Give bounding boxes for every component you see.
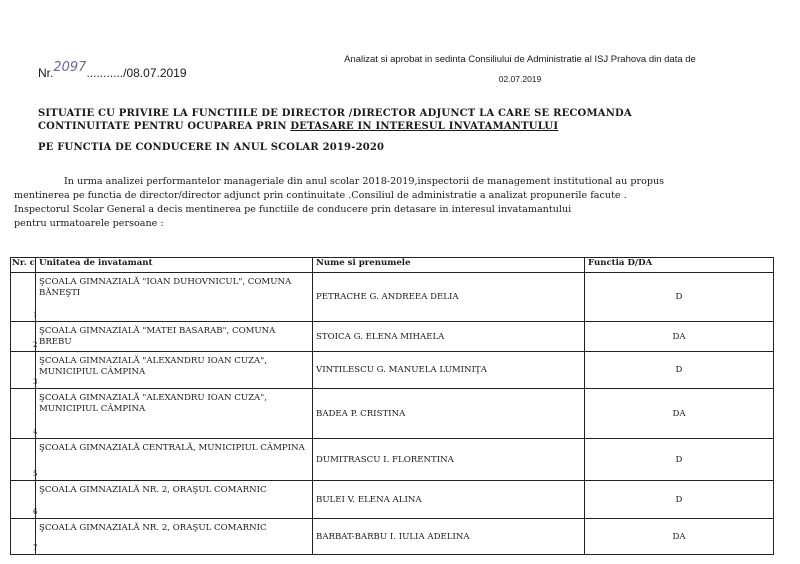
school-cell: ŞCOALA GIMNAZIALĂ NR. 2, ORAŞUL COMARNIC — [36, 519, 313, 555]
school-cell: ŞCOALA GIMNAZIALĂ "ALEXANDRU IOAN CUZA", MUNICIPIUL CÂMPINA — [36, 352, 313, 389]
table-row — [11, 322, 774, 352]
row-number: 5 — [33, 470, 38, 478]
table-row — [11, 352, 774, 389]
document-title — [38, 107, 718, 133]
registration-number — [38, 60, 187, 81]
approval-text: Analizat si aprobat in sedinta Consiliului de Administratie al ISJ Prahova din data de — [344, 54, 696, 65]
row-number: 4 — [33, 428, 38, 436]
row-number: 2 — [33, 341, 38, 349]
nr-date: /08.07.2019 — [123, 66, 187, 80]
name-cell: BARBAT-BARBU I. IULIA ADELINA — [313, 519, 585, 555]
table-row — [11, 519, 774, 555]
function-cell: D — [585, 481, 774, 519]
table-row — [11, 481, 774, 519]
function-cell: DA — [585, 389, 774, 439]
school-cell: ŞCOALA GIMNAZIALĂ CENTRALĂ, MUNICIPIUL CÂMPINA — [36, 439, 313, 481]
row-number-cell — [11, 439, 36, 481]
name-cell: DUMITRASCU I. FLORENTINA — [313, 439, 585, 481]
header-function: Functia D/DA — [585, 258, 774, 273]
name-cell: BADEA P. CRISTINA — [313, 389, 585, 439]
school-cell: ŞCOALA GIMNAZIALĂ "ALEXANDRU IOAN CUZA", MUNICIPIUL CÂMPINA — [36, 389, 313, 439]
name-cell: BULEI V. ELENA ALINA — [313, 481, 585, 519]
intro-paragraph — [14, 175, 754, 231]
row-number-cell — [11, 519, 36, 555]
row-number: 6 — [33, 508, 38, 516]
row-number-cell — [11, 389, 36, 439]
nr-handwritten: 2097 — [53, 60, 87, 75]
school-cell: ŞCOALA GIMNAZIALĂ "MATEI BASARAB", COMUNA BREBU — [36, 322, 313, 352]
name-cell: STOICA G. ELENA MIHAELA — [313, 322, 585, 352]
header-school: Unitatea de invatamant — [36, 258, 313, 273]
function-cell: DA — [585, 519, 774, 555]
title-line-2 — [38, 120, 718, 133]
document-subtitle: PE FUNCTIA DE CONDUCERE IN ANUL SCOLAR 2019-2020 — [38, 142, 385, 153]
nr-label: Nr. — [38, 66, 54, 80]
school-cell: ŞCOALA GIMNAZIALĂ "IOAN DUHOVNICUL", COMUNA BĂNEŞTI — [36, 273, 313, 322]
row-number: 7 — [33, 544, 38, 552]
approval-date: 02.07.2019 — [498, 74, 542, 84]
row-number-cell — [11, 352, 36, 389]
title-line-1: SITUATIE CU PRIVIRE LA FUNCTIILE DE DIRECTOR /DIRECTOR ADJUNCT LA CARE SE RECOMANDA — [38, 108, 632, 119]
header-name: Nume si prenumele — [313, 258, 585, 273]
approval-note — [300, 54, 740, 84]
function-cell: DA — [585, 322, 774, 352]
title-line-2-prefix: CONTINUITATE PENTRU OCUPAREA PRIN — [38, 121, 291, 132]
paragraph-line-1: In urma analizei performantelor manageriale din anul scolar 2018-2019,inspectorii de management institutional au propus — [64, 176, 665, 187]
nr-dots: ........... — [86, 66, 124, 80]
header-nr: Nr. c — [11, 258, 36, 273]
function-cell: D — [585, 273, 774, 322]
function-cell: D — [585, 352, 774, 389]
row-number-cell — [11, 273, 36, 322]
table-row — [11, 273, 774, 322]
paragraph-line-2: mentinerea pe functia de director/director adjunct prin continuitate .Consiliul de administratie a analizat propunerile facute . — [14, 190, 627, 201]
row-number: 1 — [33, 311, 38, 319]
paragraph-line-4: pentru urmatoarele persoane : — [14, 218, 164, 229]
table-row — [11, 439, 774, 481]
row-number-cell — [11, 322, 36, 352]
directors-table — [10, 257, 774, 555]
name-cell: VINTILESCU G. MANUELA LUMINIŢA — [313, 352, 585, 389]
table-row — [11, 389, 774, 439]
row-number-cell — [11, 481, 36, 519]
school-cell: ŞCOALA GIMNAZIALĂ NR. 2, ORAŞUL COMARNIC — [36, 481, 313, 519]
paragraph-line-3: Inspectorul Scolar General a decis mentinerea pe functiile de conducere prin detasare in interesul invatamantului — [14, 204, 572, 215]
title-line-2-underlined: DETASARE IN INTERESUL INVATAMANTULUI — [290, 121, 559, 132]
name-cell: PETRACHE G. ANDREEA DELIA — [313, 273, 585, 322]
function-cell: D — [585, 439, 774, 481]
row-number: 3 — [33, 378, 38, 386]
table-header-row — [11, 258, 774, 273]
